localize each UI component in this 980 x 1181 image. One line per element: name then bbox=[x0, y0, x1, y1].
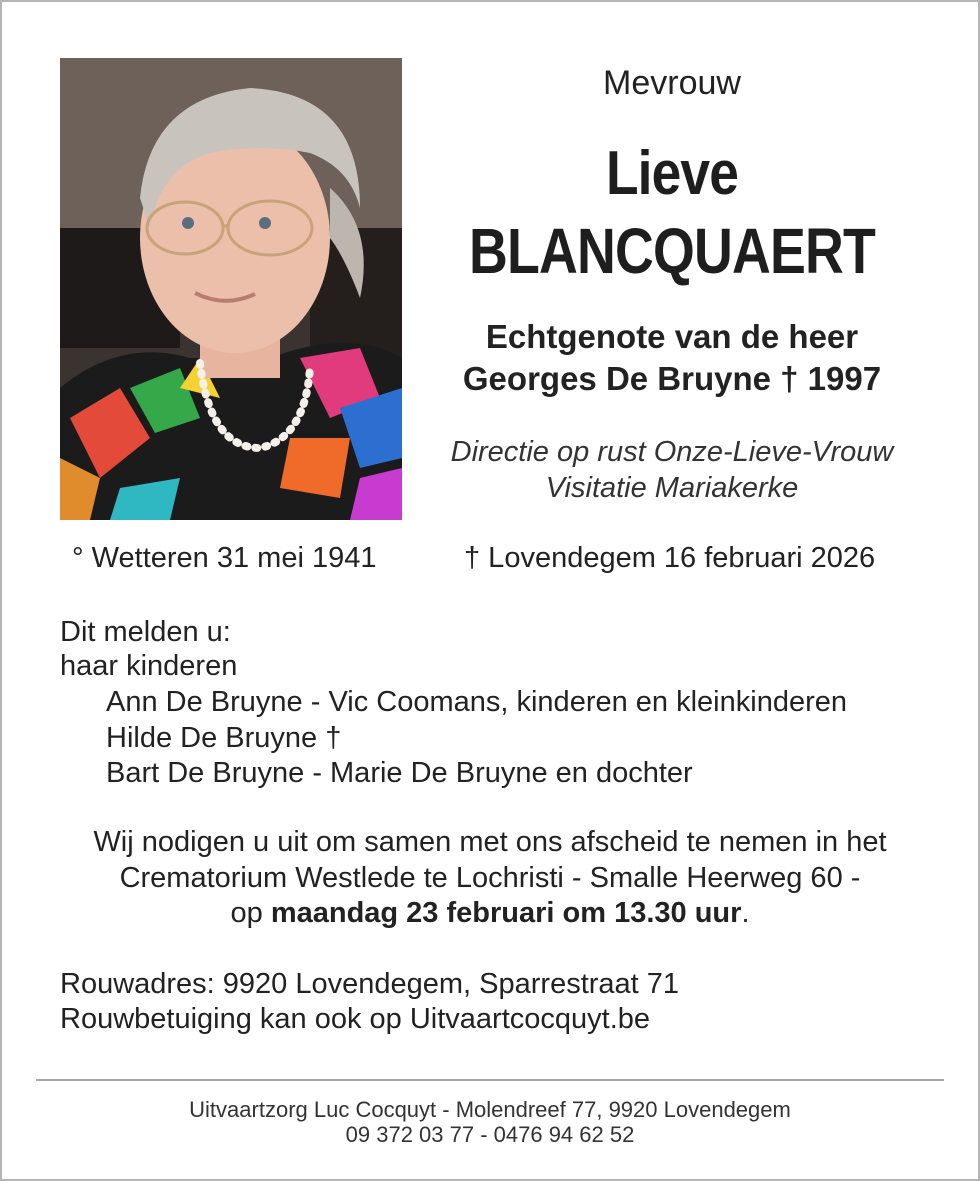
last-name: BLANCQUAERT bbox=[469, 215, 875, 287]
footer-divider bbox=[36, 1079, 944, 1081]
invitation-suffix: . bbox=[741, 897, 750, 929]
birth-info: ° Wetteren 31 mei 1941 bbox=[72, 542, 377, 574]
child-entry: Ann De Bruyne - Vic Coomans, kinderen en kleinkinderen bbox=[106, 686, 847, 718]
spouse-line-1: Echtgenote van de heer bbox=[485, 318, 859, 355]
salutation: Mevrouw bbox=[603, 64, 741, 102]
invitation-prefix: op bbox=[230, 897, 271, 929]
announcement-intro: Dit melden u: bbox=[60, 616, 231, 648]
death-info: † Lovendegem 16 februari 2026 bbox=[464, 542, 876, 574]
child-entry: Hilde De Bruyne † bbox=[106, 722, 342, 754]
invitation-line-1: Wij nodigen u uit om samen met ons afscheid te nemen in het bbox=[93, 826, 887, 858]
child-entry: Bart De Bruyne - Marie De Bruyne en dochter bbox=[106, 757, 693, 789]
condolence-info: Rouwbetuiging kan ook op Uitvaartcocquyt.be bbox=[60, 1003, 651, 1035]
funeral-home-phone: 09 372 03 77 - 0476 94 62 52 bbox=[345, 1122, 635, 1147]
role-line-2: Visitatie Mariakerke bbox=[545, 472, 799, 504]
role-line-1: Directie op rust Onze-Lieve-Vrouw bbox=[450, 436, 894, 468]
spouse-line-2: Georges De Bruyne † 1997 bbox=[462, 360, 882, 397]
announcement-group: haar kinderen bbox=[60, 650, 238, 682]
funeral-home-address: Uitvaartzorg Luc Cocquyt - Molendreef 77, 9920 Lovendegem bbox=[189, 1097, 791, 1122]
ceremony-date-time: maandag 23 februari om 13.30 uur bbox=[270, 897, 742, 929]
first-name: Lieve bbox=[605, 139, 739, 208]
portrait-photo bbox=[60, 58, 402, 520]
invitation-line-3 bbox=[40, 897, 940, 930]
invitation-line-2: Crematorium Westlede te Lochristi - Smalle Heerweg 60 - bbox=[119, 862, 861, 894]
mourning-address: Rouwadres: 9920 Lovendegem, Sparrestraat 71 bbox=[60, 968, 680, 1000]
